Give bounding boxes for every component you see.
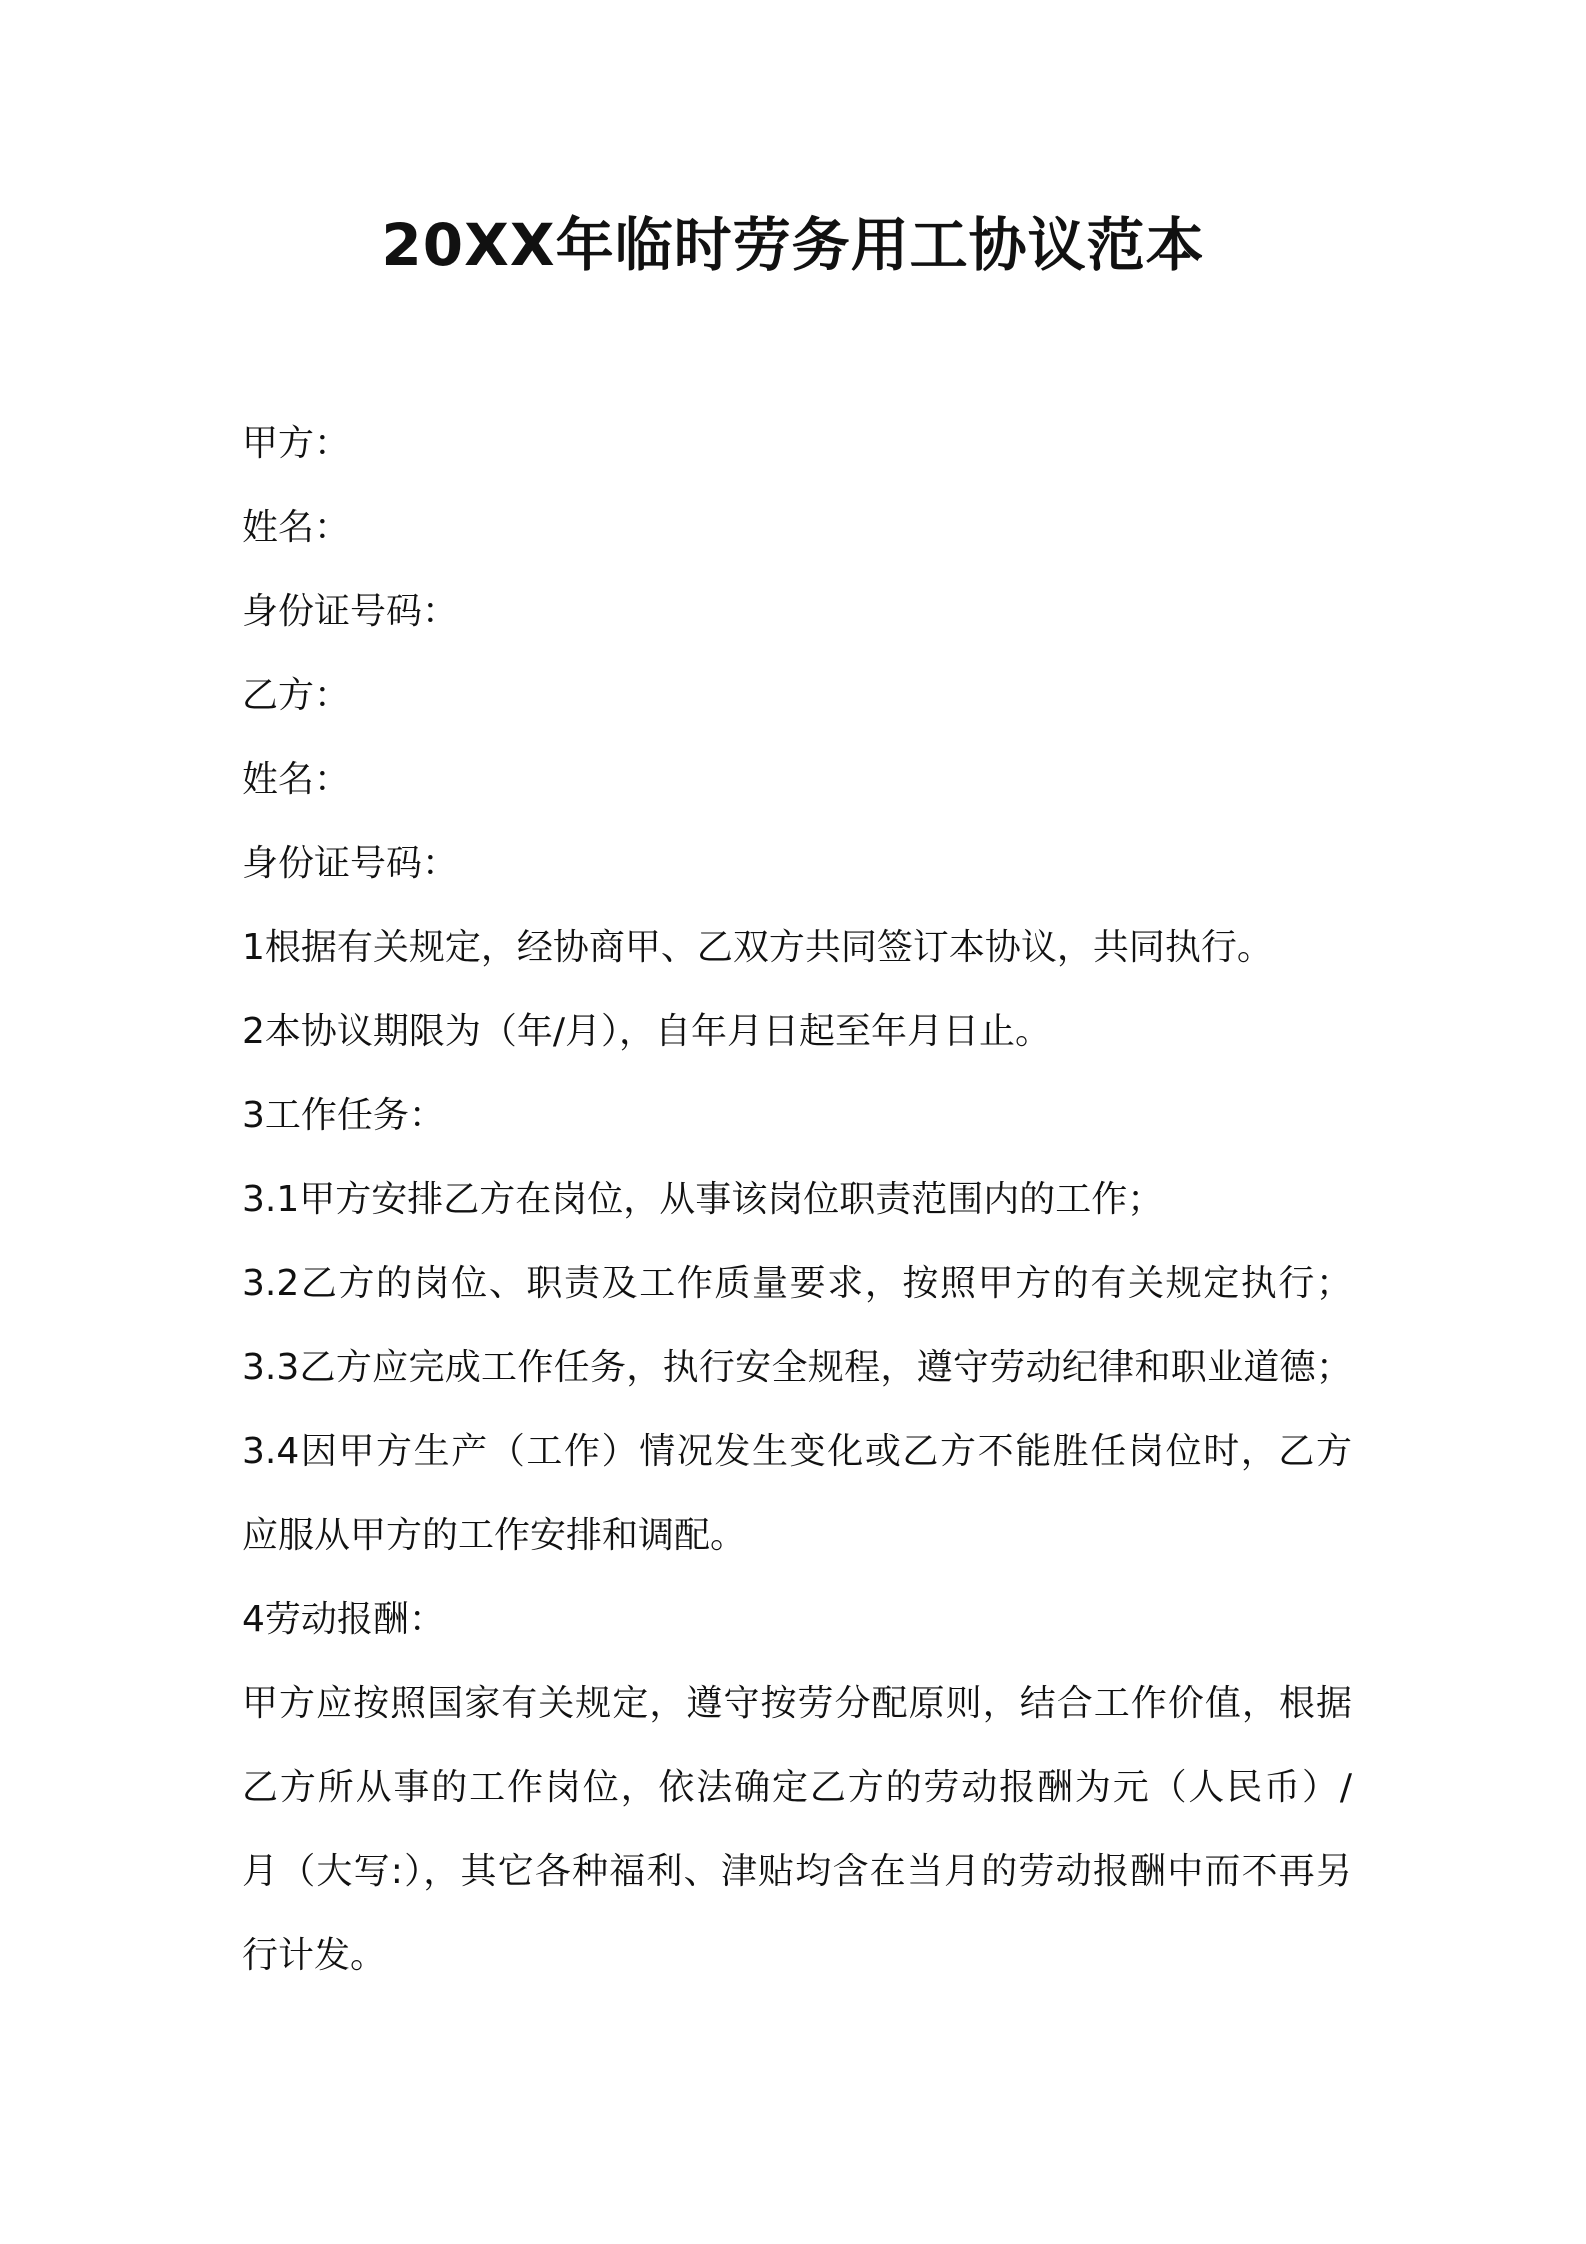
clause-3-2: 3.2乙方的岗位、职责及工作质量要求，按照甲方的有关规定执行； <box>242 1263 1352 1304</box>
clause-4-line-4: 行计发。 <box>242 1935 387 1976</box>
document-title: 20XX年临时劳务用工协议范本 <box>381 211 1205 279</box>
party-b-id-label: 身份证号码： <box>242 843 459 884</box>
clause-3-1: 3.1甲方安排乙方在岗位，从事该岗位职责范围内的工作； <box>242 1179 1164 1220</box>
clause-3-4-line-1: 3.4因甲方生产（工作）情况发生变化或乙方不能胜任岗位时，乙方 <box>242 1431 1352 1472</box>
clause-2: 2本协议期限为（年/月），自年月日起至年月日止。 <box>242 1011 1052 1052</box>
clause-4-line-1: 甲方应按照国家有关规定，遵守按劳分配原则，结合工作价值，根据 <box>242 1683 1352 1724</box>
clause-4-line-2: 乙方所从事的工作岗位，依法确定乙方的劳动报酬为元（人民币）/ <box>242 1767 1352 1808</box>
clause-3-heading: 3工作任务： <box>242 1095 445 1136</box>
clause-3-3: 3.3乙方应完成工作任务，执行安全规程，遵守劳动纪律和职业道德； <box>242 1347 1352 1388</box>
clause-4-heading: 4劳动报酬： <box>242 1599 445 1640</box>
party-b-label: 乙方： <box>242 675 351 716</box>
party-a-name-label: 姓名： <box>242 507 351 548</box>
party-b-name-label: 姓名： <box>242 759 351 800</box>
document-body <box>242 402 1352 1998</box>
clause-1: 1根据有关规定，经协商甲、乙双方共同签订本协议，共同执行。 <box>242 927 1273 968</box>
party-a-id-label: 身份证号码： <box>242 591 459 632</box>
clause-4-line-3: 月（大写:），其它各种福利、津贴均含在当月的劳动报酬中而不再另 <box>242 1851 1352 1892</box>
party-a-label: 甲方： <box>242 423 351 464</box>
clause-3-4-line-2: 应服从甲方的工作安排和调配。 <box>242 1515 747 1556</box>
